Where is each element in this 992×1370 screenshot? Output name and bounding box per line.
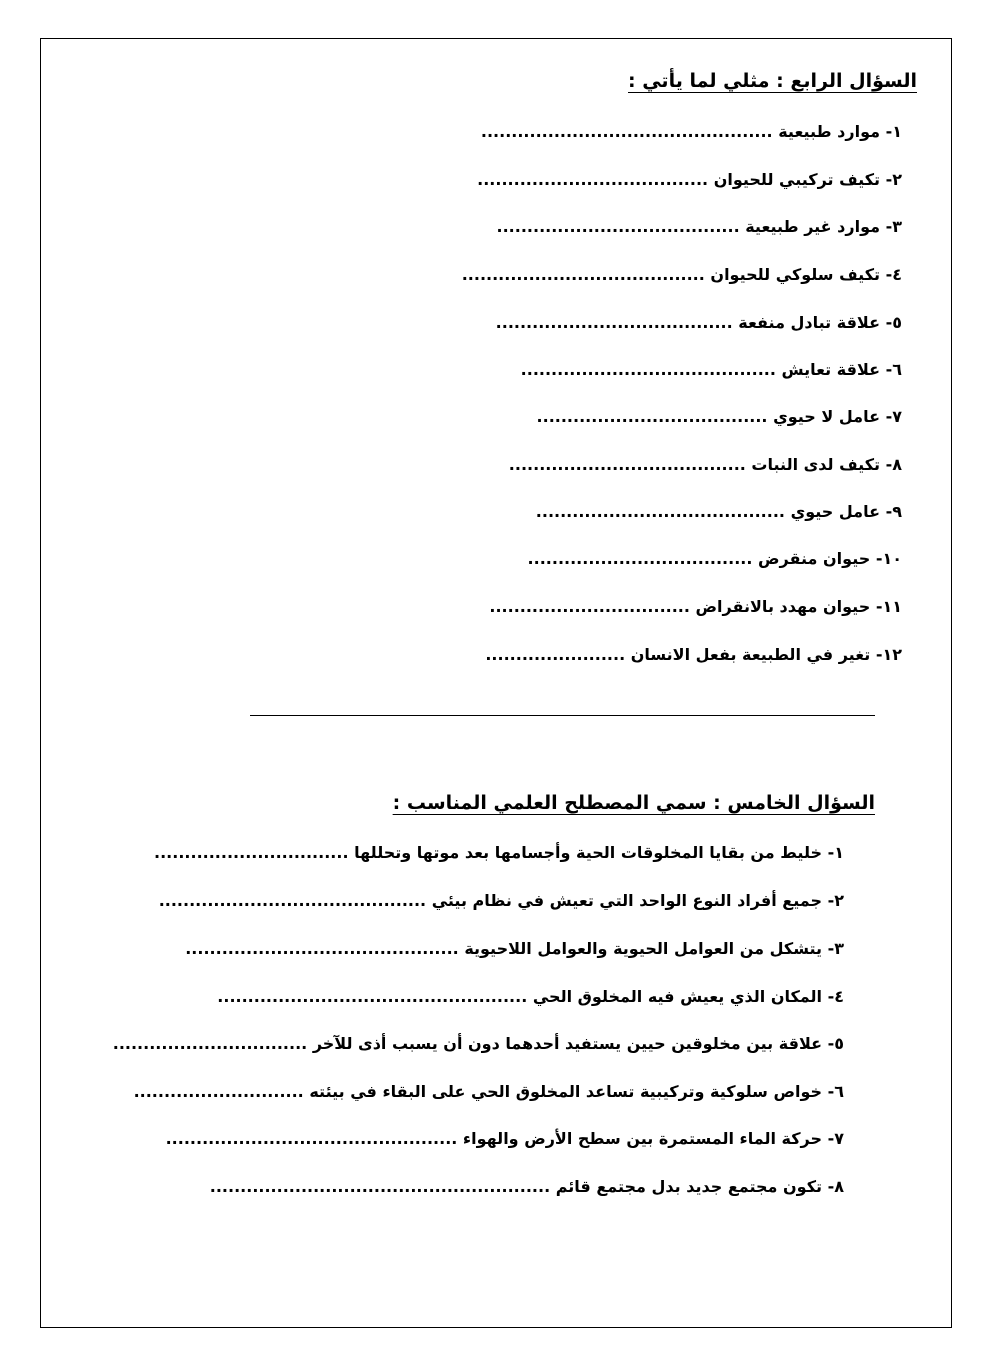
answer-blank: ....................... xyxy=(485,645,626,664)
item-number: ٥- xyxy=(827,1034,844,1053)
item-text: تغير في الطبيعة بفعل الانسان xyxy=(630,645,871,664)
q4-item-6 xyxy=(521,360,902,380)
item-text: حيوان منقرض xyxy=(758,549,871,568)
answer-blank: ............................................. xyxy=(185,939,459,958)
answer-blank: ....................................... xyxy=(495,313,733,332)
item-number: ٢- xyxy=(885,170,902,189)
q5-item-2 xyxy=(159,891,844,911)
item-number: ٤- xyxy=(885,265,902,284)
q4-item-1 xyxy=(481,122,902,142)
item-text: تكيف تركيبي للحيوان xyxy=(713,170,881,189)
q4-item-5 xyxy=(496,313,902,333)
item-text: يتشكل من العوامل الحيوية والعوامل اللاحيوية xyxy=(464,939,823,958)
q5-item-7 xyxy=(166,1129,844,1149)
item-number: ٤- xyxy=(827,987,844,1006)
q4-item-2 xyxy=(477,170,902,190)
answer-blank: ............................................ xyxy=(158,891,427,910)
answer-blank: .......................................... xyxy=(520,360,776,379)
answer-blank: ........................................ xyxy=(496,217,740,236)
item-number: ٦- xyxy=(885,360,902,379)
item-number: ١١- xyxy=(875,597,902,616)
item-text: تكيف لدى النبات xyxy=(751,455,881,474)
item-text: موارد غير طبيعية xyxy=(745,217,881,236)
q4-title: السؤال الرابع : مثلي لما يأتي : xyxy=(628,70,917,92)
item-number: ١- xyxy=(827,843,844,862)
item-number: ٩- xyxy=(885,502,902,521)
item-text: عامل لا حيوي xyxy=(773,407,881,426)
q4-item-12 xyxy=(485,645,902,665)
item-number: ٨- xyxy=(885,455,902,474)
answer-blank: ...................................... xyxy=(536,407,768,426)
item-number: ٨- xyxy=(827,1177,844,1196)
item-text: خليط من بقايا المخلوقات الحية وأجسامها بعد موتها وتحللها xyxy=(354,843,823,862)
item-text: حيوان مهدد بالانقراض xyxy=(695,597,871,616)
answer-blank: ................................................ xyxy=(165,1129,458,1148)
item-number: ٣- xyxy=(885,217,902,236)
item-number: ١٠- xyxy=(875,549,902,568)
q5-item-1 xyxy=(154,843,844,863)
item-number: ١٢- xyxy=(875,645,902,664)
q5-item-6 xyxy=(134,1082,844,1102)
item-number: ٧- xyxy=(885,407,902,426)
item-text: تكون مجتمع جديد بدل مجتمع قائم xyxy=(555,1177,823,1196)
item-text: علاقة تبادل منفعة xyxy=(738,313,881,332)
item-number: ٣- xyxy=(827,939,844,958)
item-text: علاقة بين مخلوقين حيين يستفيد أحدهما دون أن يسبب أذى للآخر xyxy=(312,1034,823,1053)
q4-item-4 xyxy=(462,265,902,285)
item-text: جميع أفراد النوع الواحد التي تعيش في نظام بيئي xyxy=(431,891,823,910)
answer-blank: ...................................... xyxy=(477,170,709,189)
item-text: خواص سلوكية وتركيبية تساعد المخلوق الحي على البقاء في بيئته xyxy=(309,1082,823,1101)
item-number: ٧- xyxy=(827,1129,844,1148)
answer-blank: ........................................ xyxy=(461,265,705,284)
section-divider xyxy=(250,715,875,716)
item-number: ٢- xyxy=(827,891,844,910)
answer-blank: ........................................................ xyxy=(209,1177,551,1196)
answer-blank: ....................................... xyxy=(508,455,746,474)
q5-item-8 xyxy=(210,1177,844,1197)
q5-item-5 xyxy=(113,1034,844,1054)
answer-blank: ................................. xyxy=(489,597,690,616)
q4-item-7 xyxy=(537,407,902,427)
item-number: ١- xyxy=(885,122,902,141)
item-text: علاقة تعايش xyxy=(781,360,881,379)
item-number: ٥- xyxy=(885,313,902,332)
q4-item-3 xyxy=(497,217,902,237)
q4-item-8 xyxy=(509,455,902,475)
q5-item-3 xyxy=(185,939,844,959)
item-text: عامل حيوي xyxy=(790,502,881,521)
answer-blank: ................................................ xyxy=(480,122,773,141)
answer-blank: ..................................... xyxy=(527,549,753,568)
q4-item-9 xyxy=(536,502,902,522)
q4-item-10 xyxy=(528,549,902,569)
answer-blank: ................................................... xyxy=(217,987,528,1006)
item-text: حركة الماء المستمرة بين سطح الأرض والهواء xyxy=(462,1129,823,1148)
q4-item-11 xyxy=(489,597,902,617)
item-text: المكان الذي يعيش فيه المخلوق الحي xyxy=(532,987,823,1006)
item-text: تكيف سلوكي للحيوان xyxy=(710,265,881,284)
answer-blank: ......................................... xyxy=(535,502,785,521)
q5-title: السؤال الخامس : سمي المصطلح العلمي المناسب : xyxy=(392,792,875,814)
q5-item-4 xyxy=(217,987,844,1007)
answer-blank: ................................ xyxy=(154,843,349,862)
item-number: ٦- xyxy=(827,1082,844,1101)
answer-blank: ................................ xyxy=(112,1034,308,1053)
item-text: موارد طبيعية xyxy=(778,122,881,141)
answer-blank: ............................ xyxy=(133,1082,304,1101)
